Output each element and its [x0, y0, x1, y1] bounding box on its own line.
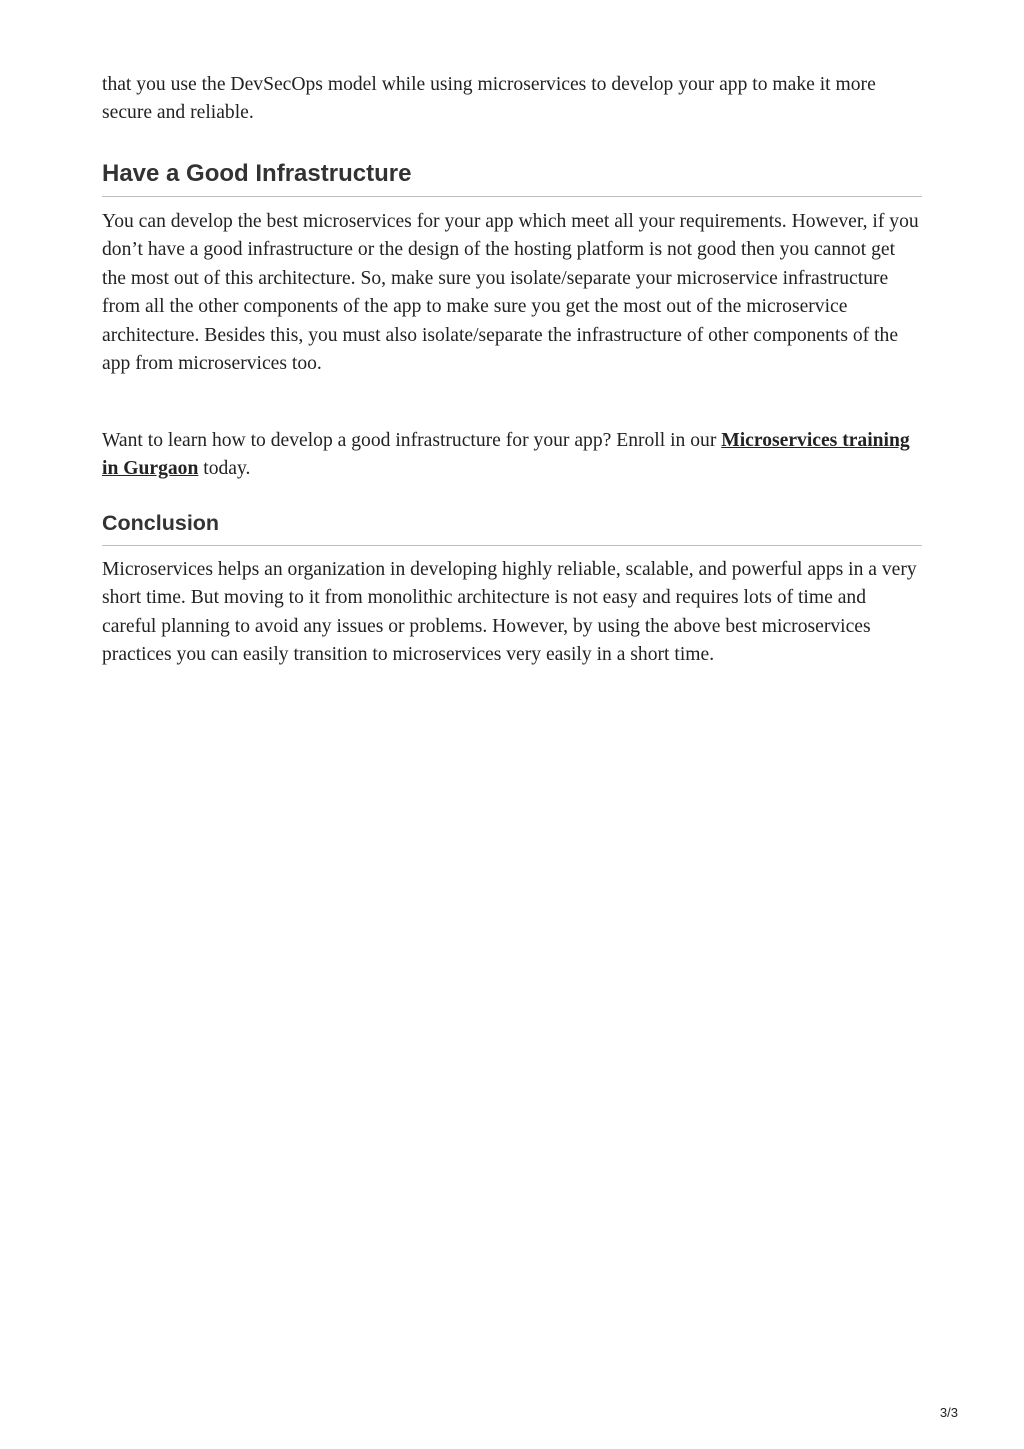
- enroll-prefix: Want to learn how to develop a good infrastructure for your app? Enroll in our: [102, 430, 722, 451]
- page-number: 3/3: [939, 1405, 958, 1420]
- intro-paragraph: that you use the DevSecOps model while using microservices to develop your app to make it more secure and reliable.: [102, 74, 876, 124]
- enroll-suffix: today.: [198, 458, 251, 480]
- conclusion-paragraph: Microservices helps an organization in developing highly reliable, scalable, and powerful apps in a very short time. But moving to it from monolithic architecture is not easy and requires lots of time and careful planning to avoid any issues or problems. However, by using the above best microservices practices you can easily transition to microservices very easily in a short time.: [102, 559, 917, 666]
- section-heading-infrastructure: Have a Good Infrastructure: [102, 158, 922, 197]
- microservices-training-link[interactable]: Microservices training in Gurgaon: [102, 430, 910, 480]
- section-heading-conclusion: Conclusion: [102, 509, 922, 546]
- infrastructure-paragraph: You can develop the best microservices for your app which meet all your requirements. However, if you don’t have a good infrastructure or the design of the hosting platform is not good then you cannot get the most out of this architecture. So, make sure you isolate/separate your microservice infrastructure from all the other components of the app to make sure you get the most out of the microservice architecture. Besides this, you must also isolate/separate the infrastructure of other components of the app from microservices too.: [102, 211, 919, 375]
- enroll-paragraph: [102, 427, 922, 484]
